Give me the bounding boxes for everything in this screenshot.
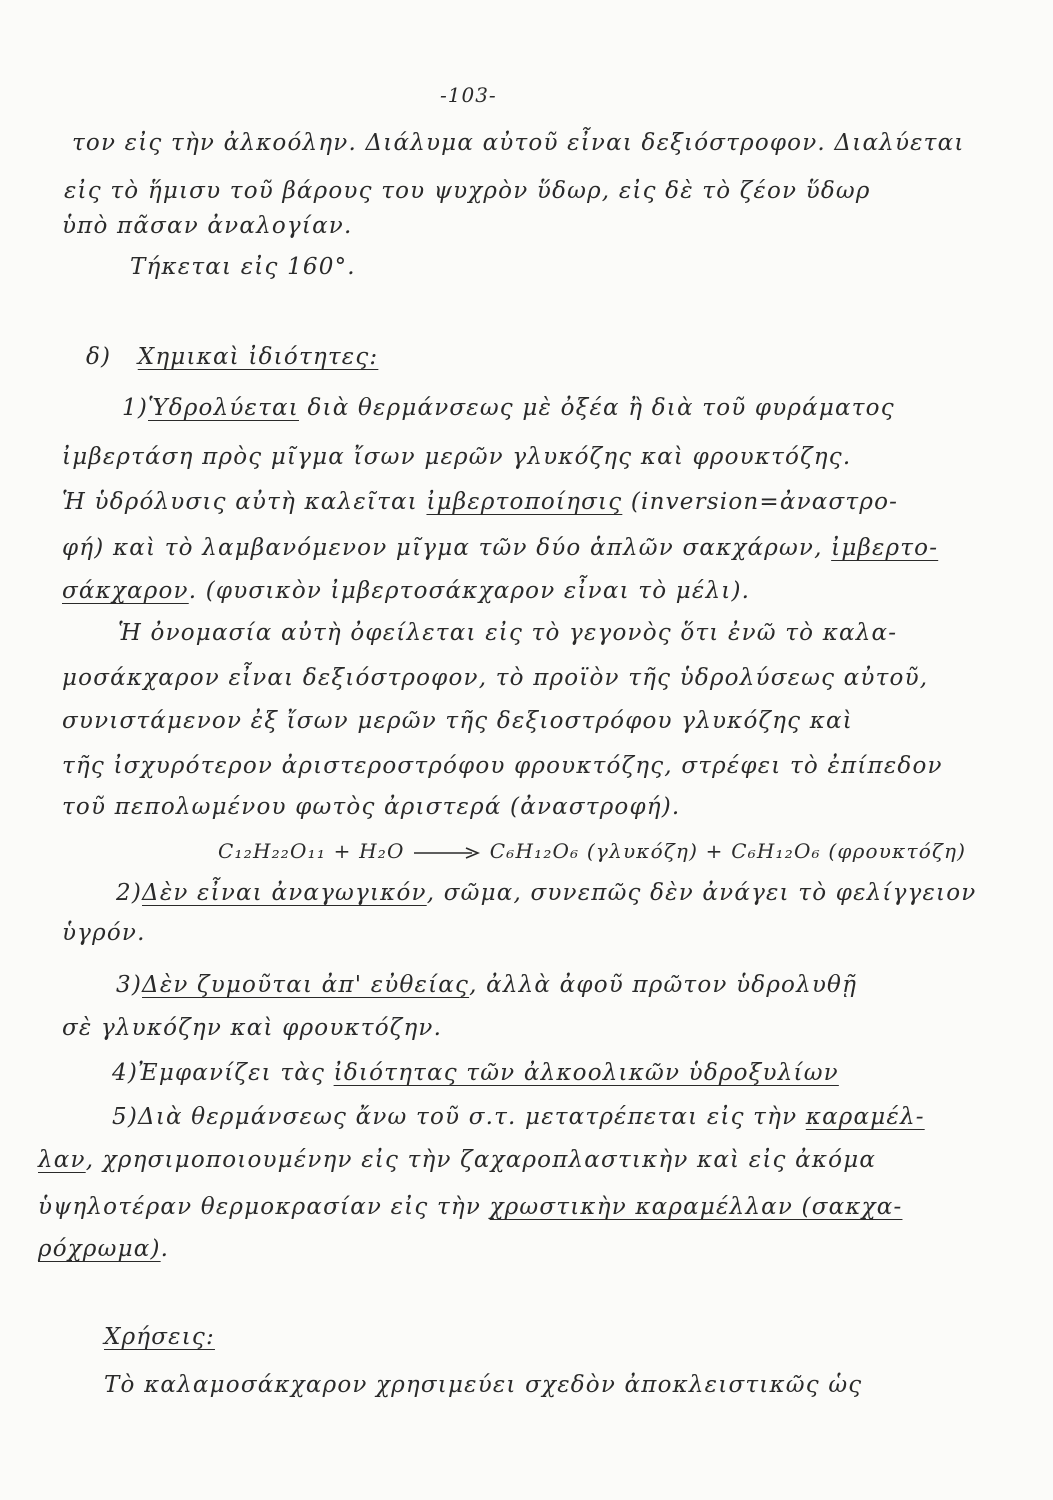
term-coloring-caramel-end: ρόχρωμα) [38,1236,161,1262]
item-5-line-1 [112,1102,925,1132]
item-3-lead: Δὲν ζυμοῦται ἀπ' εὐθείας [142,972,470,998]
item-1-text: . (φυσικὸν ἰμβερτοσάκχαρον εἶναι τὸ μέλι). [188,578,751,604]
item-1-line-9: τῆς ἰσχυρότερον ἀριστεροστρόφου φρουκτόζης, στρέφει τὸ ἐπίπεδον [62,753,943,779]
page-number: -103- [440,83,497,107]
item-2-lead: Δὲν εἶναι ἀναγωγικόν [142,880,427,906]
item-4-text: Ἐμφανίζει τὰς [138,1060,334,1086]
item-1-line-8: συνιστάμενον ἐξ ἴσων μερῶν τῆς δεξιοστρόφου γλυκόζης καὶ [62,708,853,734]
paragraph-line: ὑπὸ πᾶσαν ἀναλογίαν. [62,213,353,239]
product-glucose: C₆H₁₂O₆ [489,839,580,863]
term-coloring-caramel: χρωστικὴν καραμέλλαν (σακχα- [489,1194,903,1220]
item-number: 1) [122,395,149,421]
item-2-line-2: ὑγρόν. [62,920,146,946]
item-1-line-6: Ἡ ὀνομασία αὐτὴ ὀφείλεται εἰς τὸ γεγονὸς ὅτι ἐνῶ τὸ καλα- [118,620,898,646]
item-1-line-7: μοσάκχαρον εἶναι δεξιόστροφον, τὸ προϊὸν τῆς ὑδρολύσεως αὐτοῦ, [62,665,929,691]
item-1-text: φή) καὶ τὸ λαμβανόμενον μῖγμα τῶν δύο ἁπλῶν σακχάρων, [62,535,832,561]
item-1-line-4 [62,533,938,563]
term-alcohol-hydroxyls: ἰδιότητας τῶν ἀλκοολικῶν ὑδροξυλίων [333,1060,839,1086]
item-1-text: (inversion=ἀναστρο- [622,489,899,515]
item-2-line-1 [116,878,977,908]
item-5-text: ὑψηλοτέραν θερμοκρασίαν εἰς τὴν [38,1194,490,1220]
plus-sign: + [705,839,724,863]
item-number: 2) [116,880,143,906]
item-3-text: , ἀλλὰ ἀφοῦ πρῶτον ὑδρολυθῇ [469,972,858,998]
uses-heading: Χρήσεις: [104,1324,215,1350]
item-5-text: , χρησιμοποιουμένην εἰς τὴν ζαχαροπλαστικὴν καὶ εἰς ἀκόμα [85,1147,877,1173]
item-1-text: Ἡ ὑδρόλυσις αὐτὴ καλεῖται [62,489,427,515]
section-letter: δ) [86,344,112,370]
section-title: Χημικαὶ ἰδιότητες: [137,344,379,370]
term-caramel-end: λαν [38,1147,86,1173]
plus-sign: + [333,839,352,863]
item-number: 5) [112,1104,139,1130]
paragraph-line: τον εἰς τὴν ἀλκοόλην. Διάλυμα αὐτοῦ εἶναι δεξιόστροφον. Διαλύεται [72,130,965,156]
reactant-sucrose: C₁₂H₂₂O₁₁ [218,839,327,863]
term-inversion: ἰμβερτοποίησις [426,489,623,515]
item-1-line-3 [62,487,898,517]
item-4-line-1 [112,1058,839,1088]
item-5-text: Διὰ θερμάνσεως ἄνω τοῦ σ.τ. μετατρέπεται εἰς τὴν [138,1104,806,1130]
item-3-line-2: σὲ γλυκόζην καὶ φρουκτόζην. [62,1015,443,1041]
term-invert-sugar: ἰμβερτο- [831,535,939,561]
paragraph-line: εἰς τὸ ἥμισυ τοῦ βάρους του ψυχρὸν ὕδωρ, εἰς δὲ τὸ ζέον ὕδωρ [64,178,871,204]
item-5-line-4 [38,1234,169,1264]
item-3-line-1 [116,970,857,1000]
item-1-line-10: τοῦ πεπολωμένου φωτὸς ἀριστερά (ἀναστροφή). [62,794,681,820]
item-2-text: , σῶμα, συνεπῶς δὲν ἀνάγει τὸ φελίγγειον [426,880,977,906]
melting-point-line: Τήκεται εἰς 160°. [130,254,356,280]
item-5-text: . [160,1236,170,1262]
item-number: 4) [112,1060,139,1086]
item-1-line-1 [122,393,895,423]
reaction-arrow-icon [414,847,480,859]
item-5-line-2 [38,1145,876,1175]
product-glucose-name: (γλυκόζη) [586,839,699,863]
reactant-water: H₂O [359,839,405,863]
item-5-line-3 [38,1192,902,1222]
uses-line-1: Τὸ καλαμοσάκχαρον χρησιμεύει σχεδὸν ἀποκλειστικῶς ὡς [104,1372,863,1398]
product-fructose-name: (φρουκτόζη) [828,839,967,863]
term-caramel: καραμέλ- [805,1104,925,1130]
hydrolysis-equation [218,836,966,866]
item-1-line-2: ἰμβερτάση πρὸς μῖγμα ἴσων μερῶν γλυκόζης καὶ φρουκτόζης. [62,444,852,470]
section-heading [86,342,378,372]
item-1-lead: Ὑδρολύεται [148,395,299,421]
product-fructose: C₆H₁₂O₆ [731,839,821,863]
item-1-text: διὰ θερμάνσεως μὲ ὀξέα ἢ διὰ τοῦ φυράματος [298,395,895,421]
term-invert-sugar-end: σάκχαρον [62,578,189,604]
item-1-line-5 [62,576,750,606]
item-number: 3) [116,972,143,998]
